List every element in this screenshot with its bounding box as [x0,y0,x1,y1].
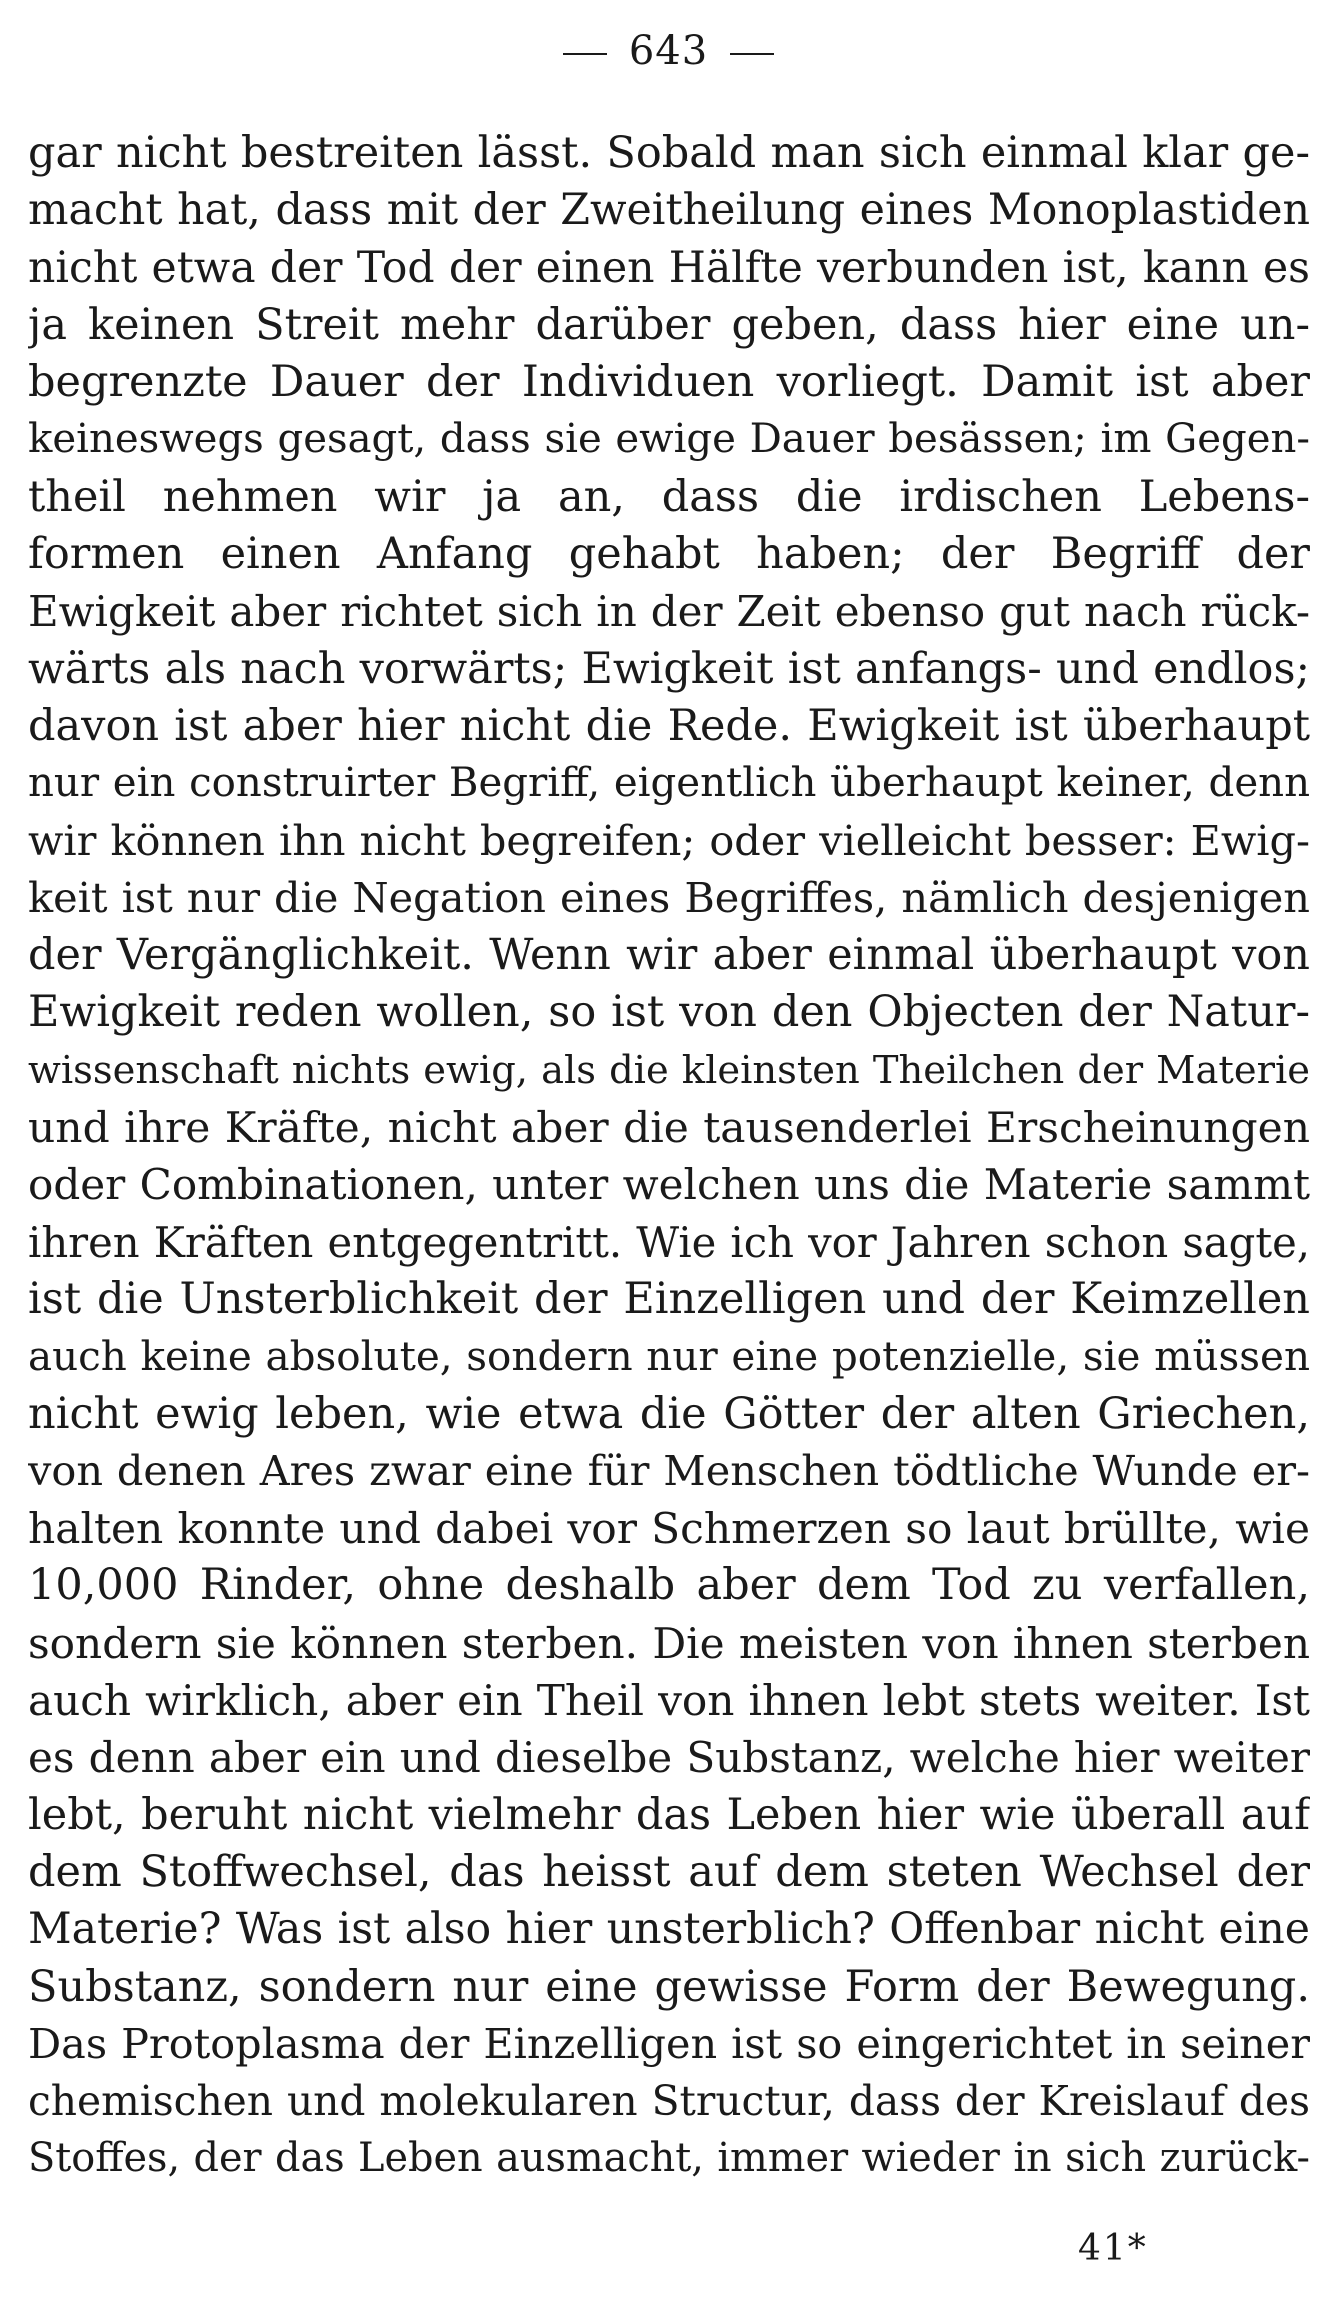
text-line: keit ist nur die Negation eines Begriffes, nämlich desjenigen [28,873,1310,922]
text-line: wissenschaft nichts ewig, als die kleinsten Theilchen der Materie [28,1047,1310,1093]
text-line: macht hat, dass mit der Zweitheilung eines Monoplastiden [28,185,1310,236]
text-line: dem Stoffwechsel, das heisst auf dem steten Wechsel der [28,1846,1310,1897]
text-line: nicht etwa der Tod der einen Hälfte verbunden ist, kann es [28,243,1310,293]
text-line: davon ist aber hier nicht die Rede. Ewigkeit ist überhaupt [28,700,1310,751]
text-line: 10,000 Rinder, ohne deshalb aber dem Tod zu verfallen, [28,1560,1310,1611]
text-line: begrenzte Dauer der Individuen vorliegt. Damit ist aber [28,357,1310,408]
text-line: auch keine absolute, sondern nur eine potenzielle, sie müssen [28,1332,1310,1381]
text-line: von denen Ares zwar eine für Menschen tödtliche Wunde er- [28,1446,1310,1495]
text-line: keineswegs gesagt, dass sie ewige Dauer besässen; im Gegen- [28,416,1310,463]
text-line: ja keinen Streit mehr darüber geben, dass hier eine un- [28,299,1310,350]
text-line: es denn aber ein und dieselbe Substanz, welche hier weiter [28,1733,1310,1783]
text-line: Das Protoplasma der Einzelligen ist so eingerichtet in seiner [28,2019,1310,2068]
text-line: Substanz, sondern nur eine gewisse Form der Bewegung. [28,1961,1310,2012]
text-line: und ihre Kräfte, nicht aber die tausenderlei Erscheinungen [28,1103,1310,1153]
text-line: theil nehmen wir ja an, dass die irdischen Lebens- [28,471,1310,522]
text-line: oder Combinationen, unter welchen uns die Materie sammt [28,1160,1310,1210]
text-line: lebt, beruht nicht vielmehr das Leben hier wie überall auf [28,1789,1310,1840]
text-line: halten konnte und dabei vor Schmerzen so laut brüllte, wie [28,1504,1310,1554]
text-line: auch wirklich, aber ein Theil von ihnen lebt stets weiter. Ist [28,1676,1310,1726]
page-number: 643 [628,28,709,74]
text-line: Stoffes, der das Leben ausmacht, immer wieder in sich zurück- [28,2135,1310,2182]
text-line: Materie? Was ist also hier unsterblich? Offenbar nicht eine [28,1904,1310,1955]
text-line: chemischen und molekularen Structur, dass der Kreislauf des [28,2077,1310,2126]
text-line: formen einen Anfang gehabt haben; der Begriff der [28,529,1310,580]
page-header [0,28,1337,74]
header-dash-left [563,53,607,55]
text-line: ihren Kräften entgegentritt. Wie ich vor Jahren schon sagte, [28,1217,1310,1267]
text-line: sondern sie können sterben. Die meisten von ihnen sterben [28,1618,1310,1668]
text-line: wärts als nach vorwärts; Ewigkeit ist anfangs- und endlos; [28,643,1310,694]
text-line: wir können ihn nicht begreifen; oder vielleicht besser: Ewig- [28,816,1310,865]
text-line: nur ein construirter Begriff, eigentlich überhaupt keiner, denn [28,760,1310,807]
text-line: Ewigkeit reden wollen, so ist von den Objecten der Natur- [28,987,1310,1038]
text-line: nicht ewig leben, wie etwa die Götter der alten Griechen, [28,1388,1310,1439]
text-line: gar nicht bestreiten lässt. Sobald man sich einmal klar ge- [28,128,1310,178]
body-text [28,125,1310,2188]
text-line: ist die Unsterblichkeit der Einzelligen und der Keimzellen [28,1273,1310,1324]
header-dash-right [730,53,774,55]
signature-mark: 41* [1078,2228,1148,2269]
text-line: Ewigkeit aber richtet sich in der Zeit ebenso gut nach rück- [28,587,1310,637]
text-line: der Vergänglichkeit. Wenn wir aber einmal überhaupt von [28,930,1310,981]
